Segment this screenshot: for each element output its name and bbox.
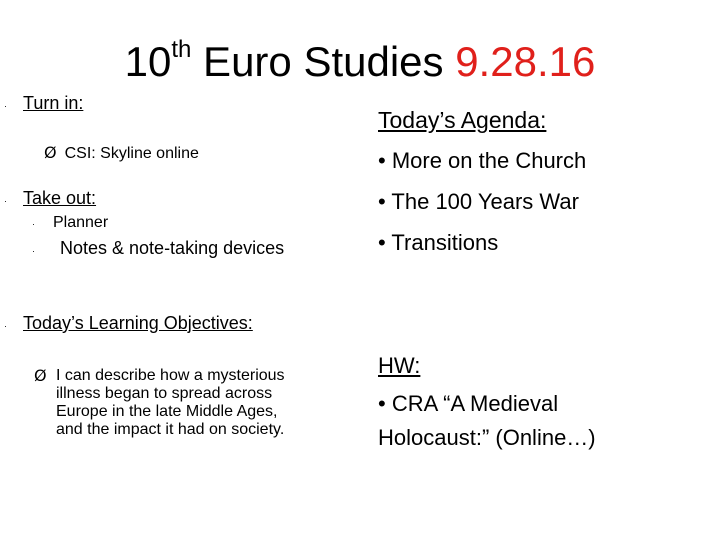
turn-in-label: Turn in: bbox=[23, 93, 84, 113]
take-out-item-text: Planner bbox=[53, 214, 109, 231]
slide-title bbox=[0, 38, 720, 86]
take-out-item-planner bbox=[32, 214, 108, 232]
agenda-item: • The 100 Years War bbox=[378, 189, 579, 214]
objectives-section bbox=[4, 313, 253, 334]
turn-in-bullet: · bbox=[4, 101, 7, 111]
agenda-item: • Transitions bbox=[378, 230, 499, 255]
objectives-label: Today’s Learning Objectives: bbox=[23, 313, 253, 333]
take-out-item-notes bbox=[32, 238, 53, 259]
take-out-item-text-notes: Notes & note-taking devices bbox=[60, 238, 285, 258]
turn-in-item bbox=[44, 143, 199, 163]
take-out-label: Take out: bbox=[23, 188, 97, 208]
agenda-item: • More on the Church bbox=[378, 148, 587, 173]
title-date: 9.28.16 bbox=[455, 38, 596, 85]
title-course: Euro Studies bbox=[191, 38, 456, 85]
title-superscript: th bbox=[171, 36, 192, 63]
turn-in-item-text: CSI: Skyline online bbox=[64, 145, 199, 162]
arrow-bullet-icon: Ø bbox=[44, 143, 57, 162]
homework-heading: HW: bbox=[378, 353, 421, 378]
take-out-bullet: · bbox=[4, 196, 7, 206]
objective-item-marker bbox=[34, 366, 55, 386]
take-out-item-bullet: · bbox=[32, 219, 35, 229]
take-out-section bbox=[4, 188, 96, 209]
agenda-heading: Today’s Agenda: bbox=[378, 107, 547, 133]
title-prefix: 10 bbox=[124, 38, 172, 85]
objectives-bullet: · bbox=[4, 321, 7, 331]
objective-item-text: I can describe how a mysterious illness began to spread across Europe in the late Middle Ages, and the impact it had on society. bbox=[56, 367, 285, 438]
homework-line: Holocaust:” (Online…) bbox=[378, 425, 596, 450]
turn-in-section bbox=[4, 93, 83, 114]
take-out-item-bullet: · bbox=[32, 246, 35, 256]
arrow-bullet-icon: Ø bbox=[34, 366, 47, 385]
homework-line: • CRA “A Medieval bbox=[378, 391, 559, 416]
